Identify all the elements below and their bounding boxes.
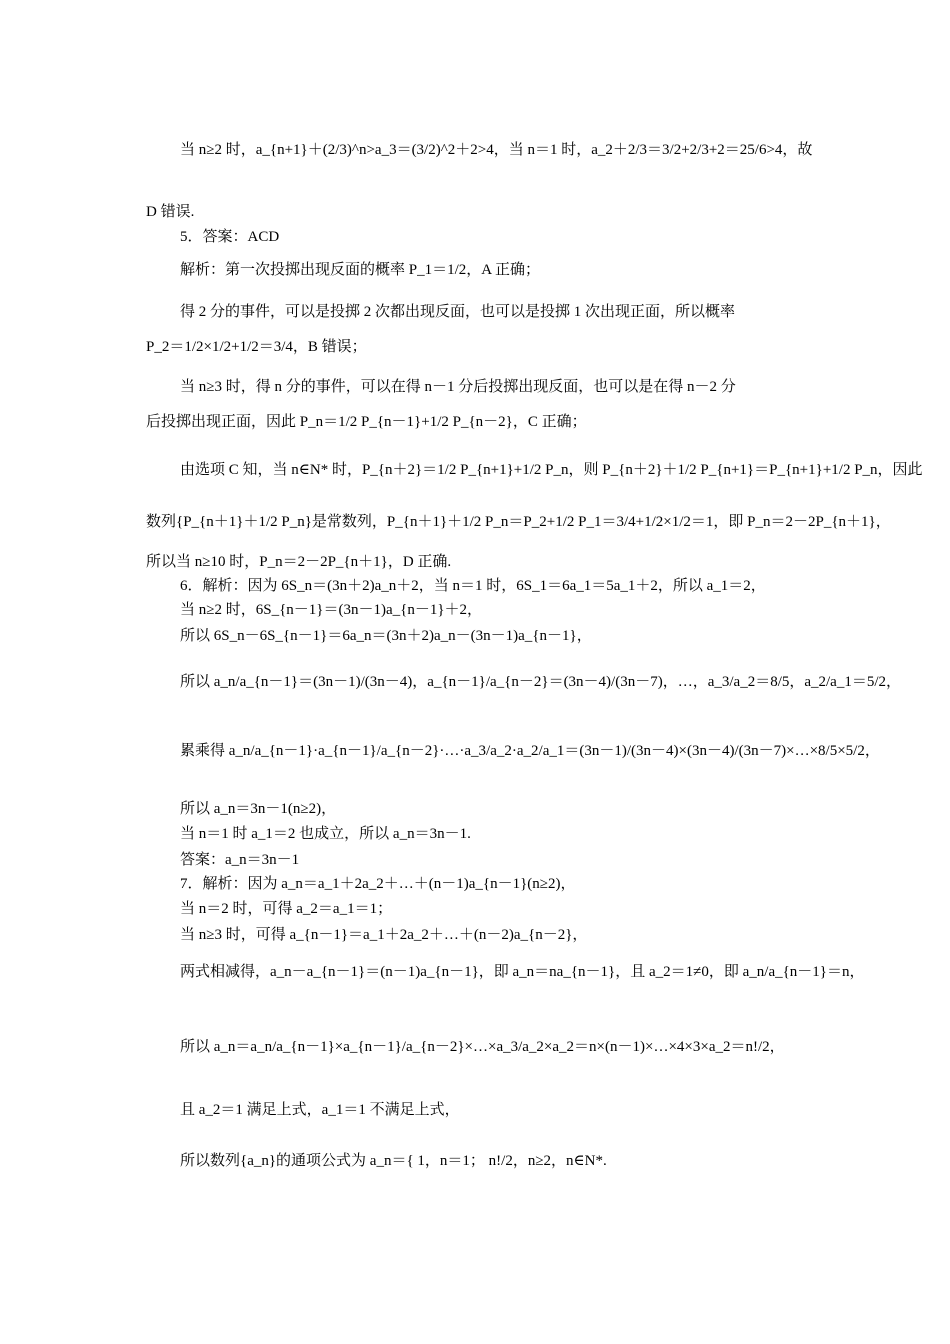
- text-line-6: P_2＝1/2×1/2+1/2＝3/4，B 错误；: [146, 339, 367, 355]
- text-line-25: 且 a_2＝1 满足上式，a_1＝1 不满足上式，: [180, 1102, 460, 1118]
- text-line-22: 当 n≥3 时，可得 a_{n－1}＝a_1＋2a_2＋…＋(n－2)a_{n－2}，: [180, 927, 588, 943]
- text-line-14: 所以 6S_n－6S_{n－1}＝6a_n＝(3n＋2)a_n－(3n－1)a_{n－1}，: [180, 628, 592, 644]
- text-line-15: 所以 a_n/a_{n－1}＝(3n－1)/(3n－4)，a_{n－1}/a_{n－2}＝(3n－4)/(3n－7)，…，a_3/a_2＝8/5，a_2/a_1＝5/2，: [180, 674, 902, 690]
- analysis-5-line: 解析：第一次投掷出现反面的概率 P_1＝1/2，A 正确；: [180, 262, 541, 278]
- text-line-1: 当 n≥2 时，a_{n+1}＋(2/3)^n>a_3＝(3/2)^2＋2>4，当 n＝1 时，a_2＋2/3＝3/2+2/3+2＝25/6>4，故: [180, 142, 813, 158]
- text-line-24: 所以 a_n＝a_n/a_{n－1}×a_{n－1}/a_{n－2}×…×a_3/a_2×a_2＝n×(n－1)×…×4×3×a_2＝n!/2，: [180, 1039, 785, 1055]
- text-line-5: 得 2 分的事件，可以是投掷 2 次都出现反面，也可以是投掷 1 次出现正面，所以概率: [180, 304, 736, 320]
- text-line-2: D 错误.: [146, 204, 195, 220]
- text-line-17: 所以 a_n＝3n－1(n≥2)，: [180, 801, 337, 817]
- text-line-26: 所以数列{a_n}的通项公式为 a_n＝{ 1，n＝1； n!/2，n≥2，n∈N*.: [180, 1153, 607, 1169]
- text-line-13: 当 n≥2 时，6S_{n－1}＝(3n－1)a_{n－1}＋2，: [180, 602, 483, 618]
- text-line-21: 当 n＝2 时，可得 a_2＝a_1＝1；: [180, 901, 393, 917]
- text-line-16: 累乘得 a_n/a_{n－1}·a_{n－1}/a_{n－2}·…·a_3/a_2·a_2/a_1＝(3n－1)/(3n－4)×(3n－4)/(3n－7)×…×8/5×5/2，: [180, 743, 880, 759]
- text-line-23: 两式相减得，a_n－a_{n－1}＝(n－1)a_{n－1}，即 a_n＝na_{n－1}，且 a_2＝1≠0，即 a_n/a_{n－1}＝n，: [180, 964, 865, 980]
- answer-5-line: 5．答案：ACD: [180, 229, 280, 245]
- analysis-6-line: 6．解析：因为 6S_n＝(3n＋2)a_n＋2，当 n＝1 时，6S_1＝6a_1＝5a_1＋2，所以 a_1＝2，: [180, 578, 766, 594]
- text-line-9: 由选项 C 知，当 n∈N* 时，P_{n＋2}＝1/2 P_{n+1}+1/2 P_n，则 P_{n＋2}＋1/2 P_{n+1}＝P_{n+1}+1/2 P_n，因此: [180, 462, 923, 478]
- text-line-8: 后投掷出现正面，因此 P_n＝1/2 P_{n－1}+1/2 P_{n－2}，C 正确；: [146, 414, 587, 430]
- answer-6-line: 答案：a_n＝3n－1: [180, 852, 300, 868]
- text-line-10: 数列{P_{n＋1}＋1/2 P_n}是常数列，P_{n＋1}＋1/2 P_n＝P_2+1/2 P_1＝3/4+1/2×1/2＝1，即 P_n＝2－2P_{n＋1}，: [146, 514, 891, 530]
- text-line-7: 当 n≥3 时，得 n 分的事件，可以在得 n－1 分后投掷出现反面，也可以是在得 n－2 分: [180, 379, 736, 395]
- analysis-7-line: 7．解析：因为 a_n＝a_1＋2a_2＋…＋(n－1)a_{n－1}(n≥2)，: [180, 876, 576, 892]
- text-line-18: 当 n＝1 时 a_1＝2 也成立，所以 a_n＝3n－1.: [180, 826, 471, 842]
- text-line-11: 所以当 n≥10 时，P_n＝2－2P_{n＋1}，D 正确.: [146, 554, 452, 570]
